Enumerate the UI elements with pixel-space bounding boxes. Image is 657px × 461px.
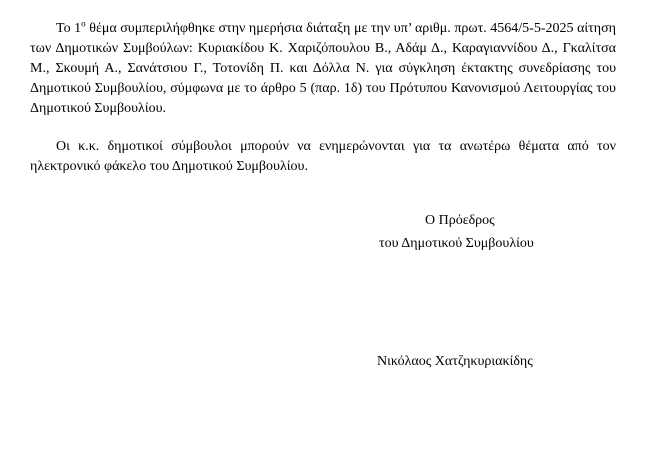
- signature-role: Ο Πρόεδρος: [425, 213, 495, 228]
- signature-name: Νικόλαος Χατζηκυριακίδης: [377, 354, 533, 369]
- paragraph-info-notice: Οι κ.κ. δημοτικοί σύμβουλοι μπορούν να ενημερώνονται για τα ανωτέρω θέματα από τον ηλεκτρονικό φάκελο του Δημοτικού Συμβουλίου.: [30, 139, 616, 174]
- ordinal-superscript: ο: [81, 18, 86, 29]
- signature-body: του Δημοτικού Συμβουλίου: [379, 236, 534, 251]
- paragraph-agenda-text: θέμα συμπεριλήφθηκε στην ημερήσια διάταξη με την υπ’ αριθμ. πρωτ. 4564/5-5-2025 αίτηση των Δημοτικών Συμβούλων: Κυριακίδου Κ. Χαριζόπουλου Β., Αδάμ Δ., Καραγιαννίδου Δ., Γκαλίτσα Μ., Σκουμή Α., Σανάτσιου Γ., Τοτονίδη Π. και Δόλλα Ν. για σύγκληση έκτακτης συνεδρίασης του Δημοτικού Συμβουλίου, σύμφωνα με το άρθρο 5 (παρ. 1δ) του Πρότυπου Κανονισμού Λειτουργίας του Δημοτικού Συμβουλίου.: [30, 21, 616, 116]
- paragraph-agenda-prefix: Το 1: [56, 21, 82, 36]
- paragraph-agenda-item: [30, 19, 616, 119]
